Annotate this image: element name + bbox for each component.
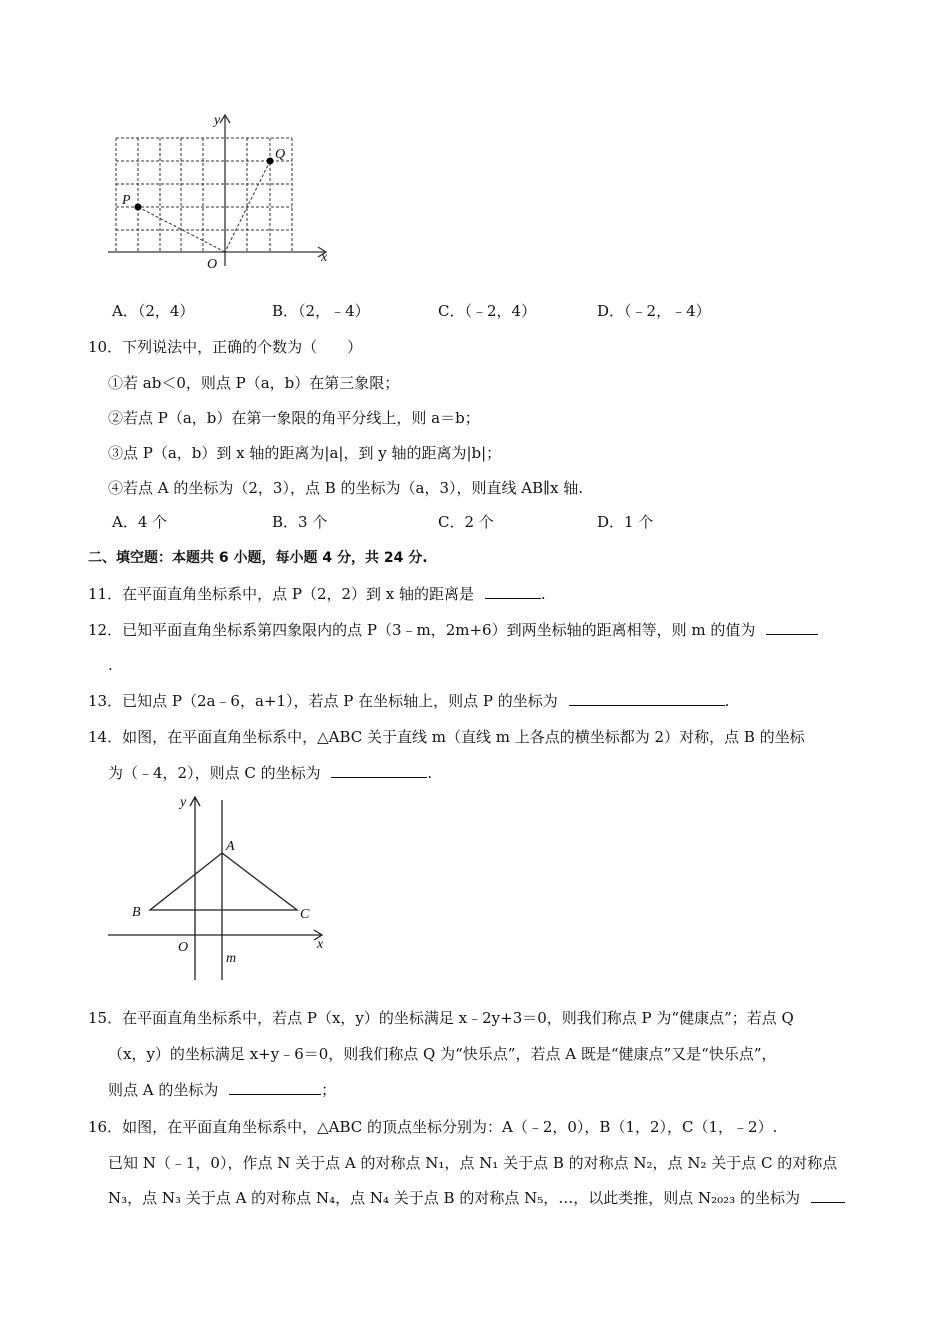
origin-label: O — [207, 257, 218, 272]
q9-option-b: B．（2，﹣4） — [272, 302, 370, 320]
y-axis-label: y — [214, 113, 221, 128]
line-m-label: m — [226, 951, 237, 966]
q10-item-2: ②若点 P（a，b）在第一象限的角平分线上，则 a＝b； — [108, 409, 480, 427]
q15-answer-blank[interactable] — [229, 1080, 321, 1095]
triangle-abc — [150, 853, 297, 910]
q11-end: . — [540, 585, 546, 603]
vertex-c-label: C — [300, 907, 310, 922]
q10-option-a: A．4 个 — [112, 513, 168, 531]
q14-end: . — [427, 764, 433, 782]
q12-end: . — [108, 656, 113, 674]
q10-item-4: ④若点 A 的坐标为（2，3），点 B 的坐标为（a，3），则直线 AB∥x 轴. — [108, 479, 584, 497]
q14-text: 为（﹣4，2），则点 C 的坐标为 — [108, 764, 321, 782]
q16-answer-blank[interactable] — [811, 1188, 845, 1203]
x-axis-label: x — [317, 937, 324, 952]
q15-end: ； — [321, 1081, 337, 1099]
q13-text: 13．已知点 P（2a﹣6，a+1），若点 P 在坐标轴上，则点 P 的坐标为 — [88, 692, 558, 710]
q10-option-b: B．3 个 — [272, 513, 328, 531]
q9-option-d: D．（﹣2，﹣4） — [597, 302, 711, 320]
q16-line-2: 已知 N（﹣1，0），作点 N 关于点 A 的对称点 N₁，点 N₁ 关于点 B 的对称点 N₂，点 N₂ 关于点 C 的对称点 — [108, 1154, 838, 1172]
q13-end: . — [724, 692, 730, 710]
q10-stem: 10．下列说法中，正确的个数为（ ） — [88, 338, 363, 356]
q12-text: 12．已知平面直角坐标系第四象限内的点 P（3﹣m，2m+6）到两坐标轴的距离相等，则 m 的值为 — [88, 621, 756, 639]
q10-option-c: C．2 个 — [438, 513, 494, 531]
point-p-label: P — [122, 193, 131, 208]
q11-text: 11．在平面直角坐标系中，点 P（2，2）到 x 轴的距离是 — [88, 585, 475, 603]
q10-option-d: D．1 个 — [597, 513, 654, 531]
q16-text: N₃，点 N₃ 关于点 A 的对称点 N₄，点 N₄ 关于点 B 的对称点 N₅，…，以此类推，则点 N₂₀₂₃ 的坐标为 — [108, 1189, 800, 1207]
q15-line-3 — [108, 1080, 336, 1100]
vertex-a-label: A — [226, 839, 235, 854]
q10-item-3: ③点 P（a，b）到 x 轴的距离为|a|，到 y 轴的距离为|b|； — [108, 444, 502, 462]
x-axis-label: x — [321, 250, 328, 265]
q10-item-1: ①若 ab＜0，则点 P（a，b）在第三象限； — [108, 374, 400, 392]
q9-option-c: C．（﹣2，4） — [438, 302, 537, 320]
vertex-b-label: B — [132, 905, 141, 920]
section-heading: 二、填空题：本题共 6 小题，每小题 4 分，共 24 分. — [88, 550, 428, 566]
y-axis-label: y — [180, 795, 187, 810]
q16-line-3 — [108, 1188, 845, 1208]
q9-option-a: A．（2，4） — [112, 302, 195, 320]
origin-label: O — [178, 940, 189, 955]
q15-line-2: （x，y）的坐标满足 x+y﹣6＝0，则我们称点 Q 为“快乐点”，若点 A 既是“健康点”又是“快乐点”， — [108, 1045, 777, 1063]
q15-line-1: 15．在平面直角坐标系中，若点 P（x，y）的坐标满足 x﹣2y+3＝0，则我们称点 P 为“健康点”；若点 Q — [88, 1009, 794, 1027]
q14-line-1: 14．如图，在平面直角坐标系中，△ABC 关于直线 m（直线 m 上各点的横坐标都为 2）对称，点 B 的坐标 — [88, 728, 805, 746]
q15-text: 则点 A 的坐标为 — [108, 1081, 219, 1099]
point-q-label: Q — [275, 147, 286, 162]
q16-line-1: 16．如图，在平面直角坐标系中，△ABC 的顶点坐标分别为：A（﹣2，0），B（1，2），C（1，﹣2）. — [88, 1118, 778, 1136]
